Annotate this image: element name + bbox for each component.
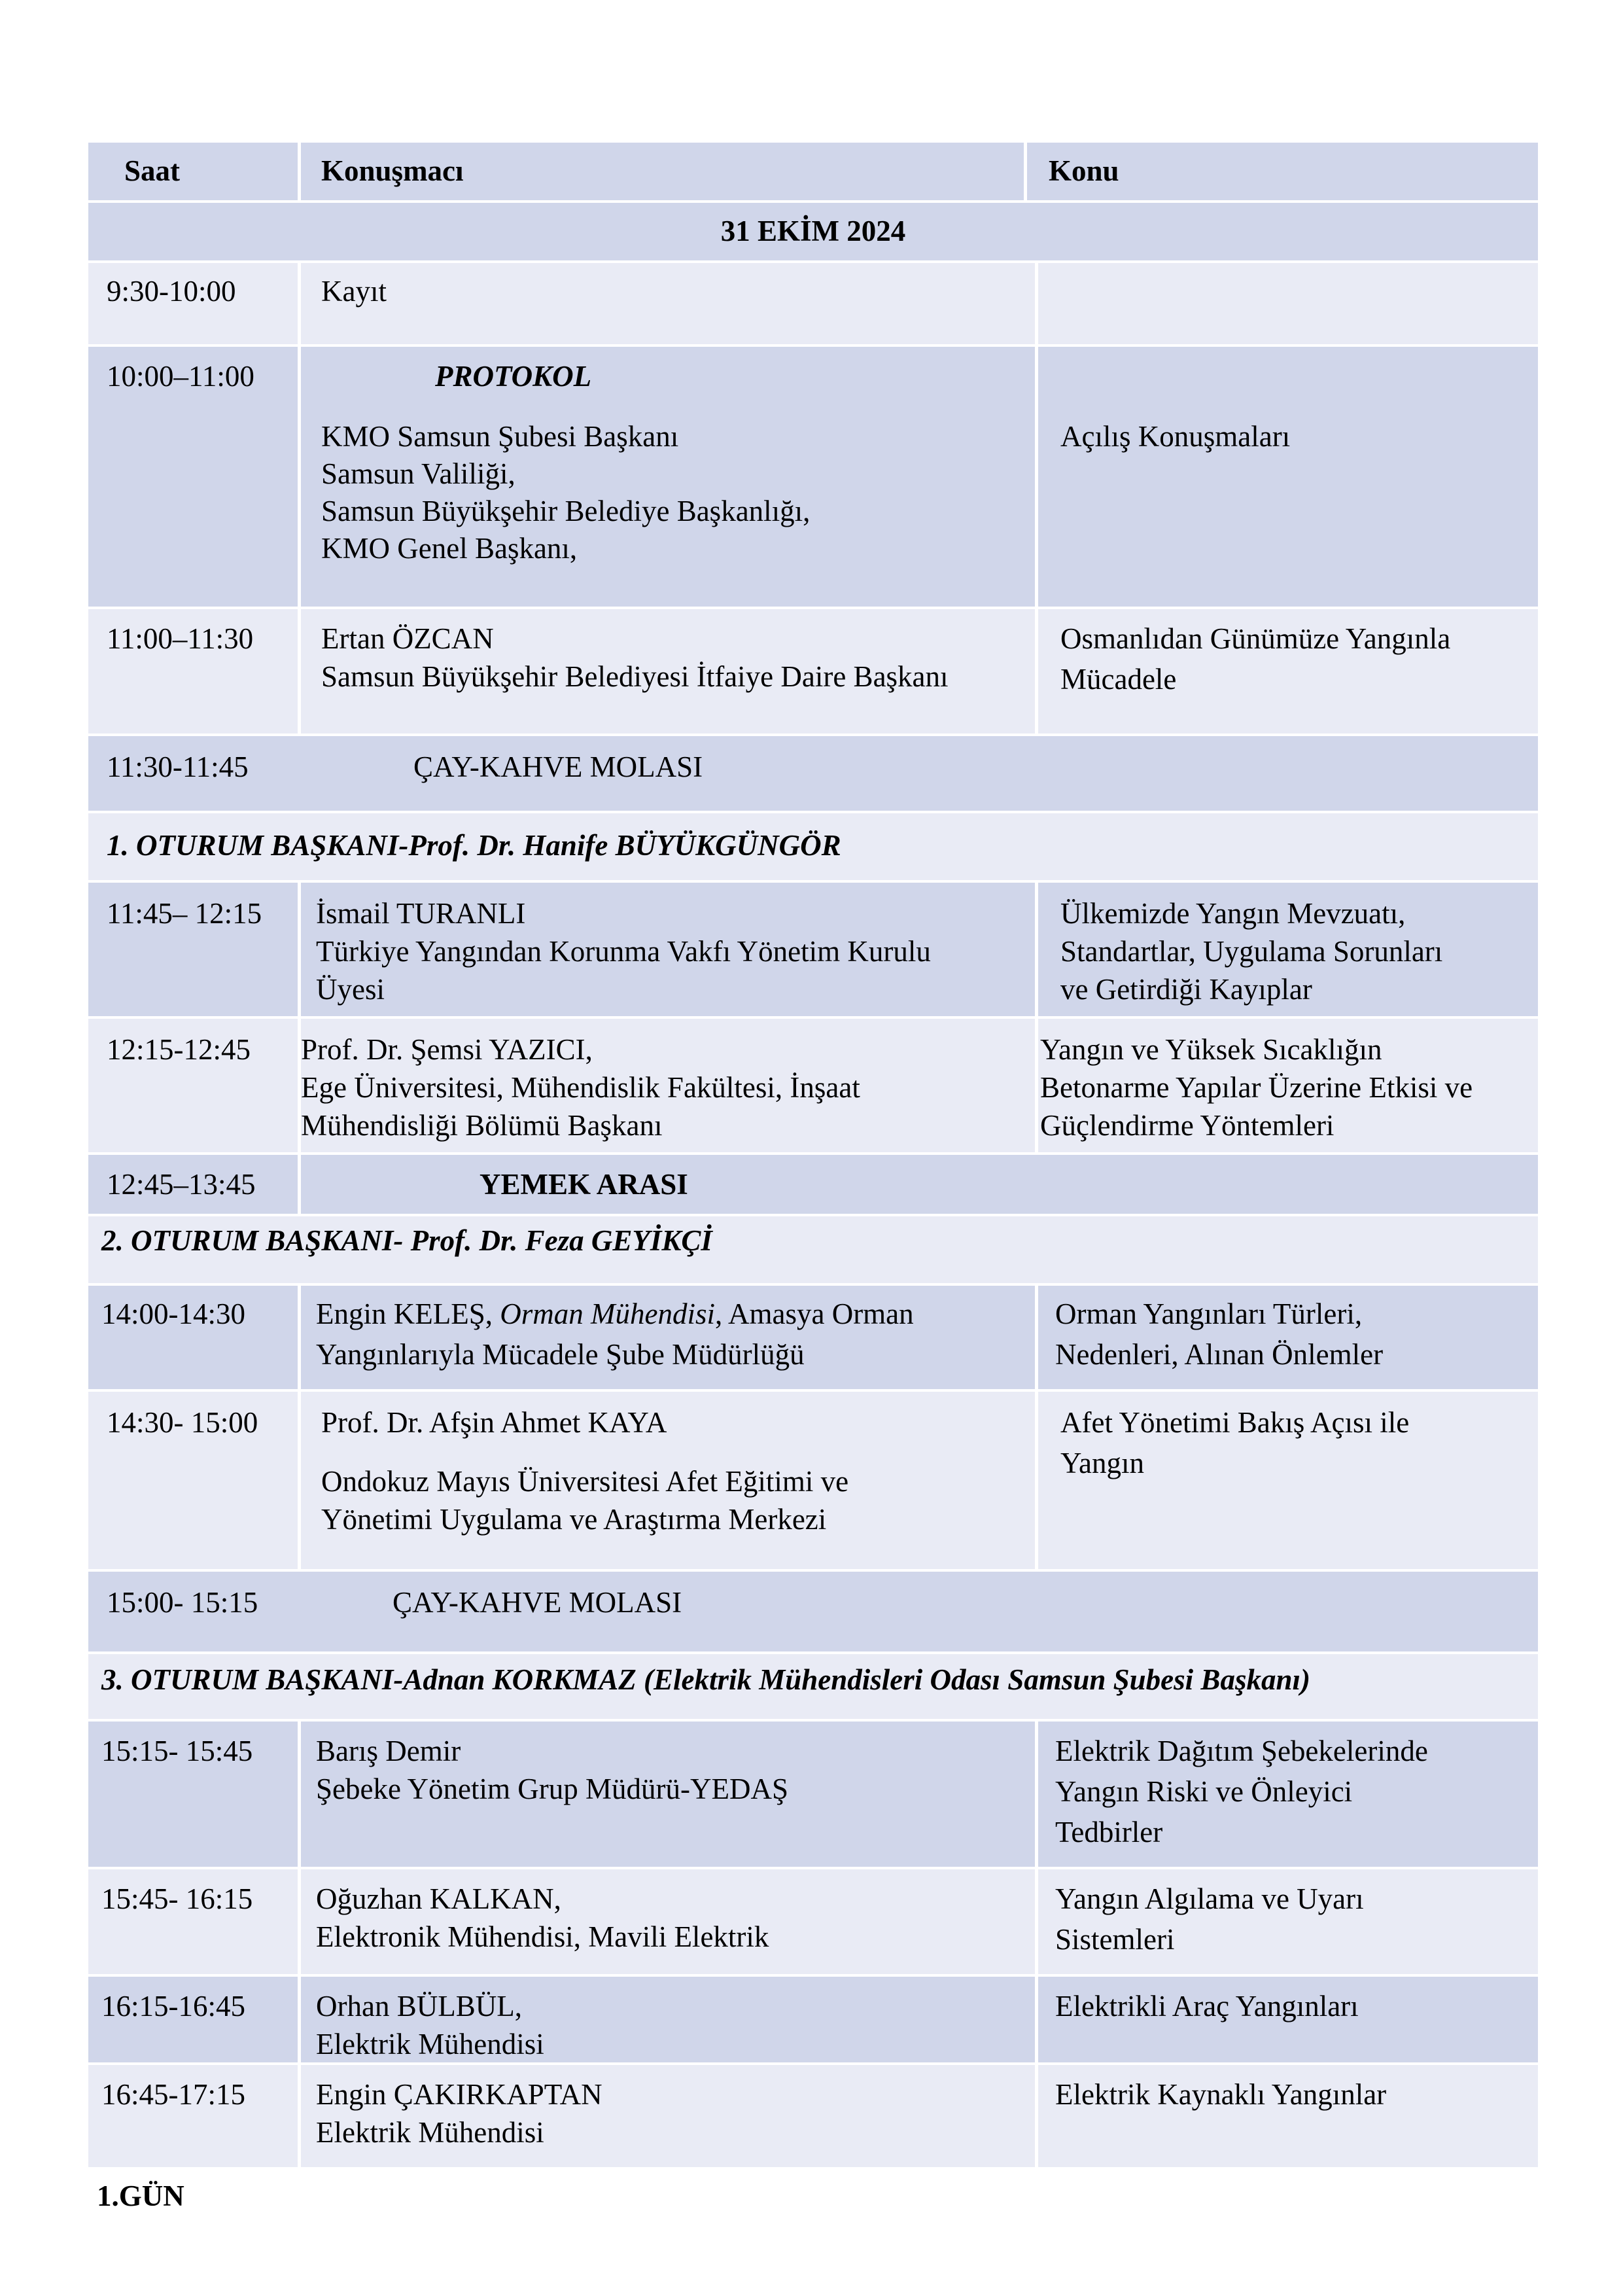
session-topic: Elektrikli Araç Yangınları: [1055, 1990, 1359, 2022]
speaker-line: Yönetimi Uygulama ve Araştırma Merkezi: [321, 1503, 827, 1536]
speaker-line: Elektrik Mühendisi: [316, 2028, 544, 2060]
speaker-line: KMO Genel Başkanı,: [321, 532, 578, 565]
speaker-line: [316, 1295, 914, 1333]
schedule-table: [88, 143, 1538, 2170]
speaker-line: Samsun Büyükşehir Belediyesi İtfaiye Daire Başkanı: [321, 660, 949, 693]
topic-line: Yangın ve Yüksek Sıcaklığın: [1040, 1033, 1382, 1066]
table-row: [88, 2065, 1538, 2170]
table-row: [88, 1019, 1538, 1155]
session-topic: Açılış Konuşmaları: [1060, 420, 1291, 453]
date-row: [88, 203, 1538, 263]
speaker-line: Samsun Valiliği,: [321, 457, 515, 490]
table-row: [88, 1722, 1538, 1869]
table-row: [88, 263, 1538, 347]
protocol-heading: PROTOKOL: [435, 360, 592, 393]
date-heading: 31 EKİM 2024: [720, 215, 906, 247]
speaker-line: Şebeke Yönetim Grup Müdürü-YEDAŞ: [316, 1773, 788, 1805]
session-time: 11:30-11:45: [107, 751, 249, 783]
speaker-line: KMO Samsun Şubesi Başkanı: [321, 420, 679, 453]
topic-line: Orman Yangınları Türleri,: [1055, 1298, 1363, 1330]
speaker-line: Türkiye Yangından Korunma Vakfı Yönetim Kurulu: [316, 935, 931, 968]
topic-line: Güçlendirme Yöntemleri: [1040, 1109, 1335, 1142]
session-speaker: Kayıt: [321, 275, 387, 308]
header-konusmaci: Konuşmacı: [321, 154, 464, 187]
topic-line: Afet Yönetimi Bakış Açısı ile: [1060, 1406, 1410, 1439]
speaker-line: Engin ÇAKIRKAPTAN: [316, 2078, 602, 2111]
speaker-line: Samsun Büyükşehir Belediye Başkanlığı,: [321, 495, 811, 527]
session-time: 11:45– 12:15: [107, 897, 262, 930]
session-chair: 1. OTURUM BAŞKANI-Prof. Dr. Hanife BÜYÜKGÜNGÖR: [107, 829, 841, 862]
session-time: 16:45-17:15: [101, 2078, 245, 2111]
break-label: ÇAY-KAHVE MOLASI: [393, 1586, 682, 1619]
session-time: 14:30- 15:00: [107, 1406, 258, 1439]
session-time: 11:00–11:30: [107, 622, 254, 655]
table-row: [88, 883, 1538, 1019]
break-row: [88, 1155, 1538, 1216]
break-row: [88, 736, 1538, 813]
topic-line: Betonarme Yapılar Üzerine Etkisi ve: [1040, 1071, 1473, 1104]
table-row: [88, 347, 1538, 609]
topic-line: Yangın: [1060, 1447, 1144, 1479]
break-row: [88, 1572, 1538, 1654]
speaker-line: Orhan BÜLBÜL,: [316, 1990, 522, 2022]
topic-line: ve Getirdiği Kayıplar: [1060, 973, 1312, 1006]
speaker-line: Elektrik Mühendisi: [316, 2116, 544, 2149]
session-time: 14:00-14:30: [101, 1298, 245, 1330]
speaker-line: Prof. Dr. Afşin Ahmet KAYA: [321, 1406, 667, 1439]
speaker-line: Ege Üniversitesi, Mühendislik Fakültesi, İnşaat: [301, 1071, 860, 1104]
day-label: 1.GÜN: [97, 2180, 184, 2212]
break-label: ÇAY-KAHVE MOLASI: [413, 751, 703, 783]
speaker-line: Ertan ÖZCAN: [321, 622, 494, 655]
speaker-line: Oğuzhan KALKAN,: [316, 1882, 561, 1915]
topic-line: Tedbirler: [1055, 1816, 1163, 1848]
topic-line: Standartlar, Uygulama Sorunları: [1060, 935, 1443, 968]
session-time: 16:15-16:45: [101, 1990, 245, 2022]
table-row: [88, 1286, 1538, 1392]
session-chair: 2. OTURUM BAŞKANI- Prof. Dr. Feza GEYİKÇİ: [101, 1224, 712, 1257]
speaker-line: Elektronik Mühendisi, Mavili Elektrik: [316, 1920, 769, 1953]
table-row: [88, 609, 1538, 736]
topic-line: Mücadele: [1060, 663, 1177, 696]
speaker-affiliation: , Amasya Orman: [714, 1298, 914, 1330]
speaker-line: Üyesi: [316, 973, 385, 1006]
header-konu: Konu: [1049, 154, 1119, 187]
speaker-line: Barış Demir: [316, 1735, 461, 1767]
session-time: 15:45- 16:15: [101, 1882, 253, 1915]
table-row: [88, 1977, 1538, 2065]
session-time: 9:30-10:00: [107, 275, 236, 308]
session-time: 15:15- 15:45: [101, 1735, 253, 1767]
topic-line: Nedenleri, Alınan Önlemler: [1055, 1338, 1384, 1371]
topic-line: Elektrik Dağıtım Şebekelerinde: [1055, 1735, 1428, 1767]
table-row: [88, 1392, 1538, 1572]
table-header: [88, 143, 1538, 203]
speaker-line: İsmail TURANLI: [316, 897, 526, 930]
session-time: 15:00- 15:15: [107, 1586, 258, 1619]
session-time: 12:15-12:45: [107, 1033, 251, 1066]
session-chair-row: [88, 1654, 1538, 1722]
header-saat: Saat: [124, 154, 181, 187]
topic-line: Ülkemizde Yangın Mevzuatı,: [1060, 897, 1406, 930]
table-row: [88, 1869, 1538, 1977]
speaker-line: Prof. Dr. Şemsi YAZICI,: [301, 1033, 593, 1066]
session-chair: 3. OTURUM BAŞKANI-Adnan KORKMAZ (Elektrik Mühendisleri Odası Samsun Şubesi Başkanı): [101, 1663, 1310, 1696]
break-label: YEMEK ARASI: [480, 1168, 688, 1201]
speaker-title: Orman Mühendisi: [500, 1298, 715, 1330]
session-time: 12:45–13:45: [107, 1168, 256, 1201]
speaker-line: Ondokuz Mayıs Üniversitesi Afet Eğitimi ve: [321, 1465, 849, 1498]
topic-line: Yangın Riski ve Önleyici: [1055, 1775, 1353, 1808]
session-chair-row: [88, 813, 1538, 883]
topic-line: Yangın Algılama ve Uyarı: [1055, 1882, 1364, 1915]
session-topic: Elektrik Kaynaklı Yangınlar: [1055, 2078, 1387, 2111]
session-time: 10:00–11:00: [107, 360, 254, 393]
session-chair-row: [88, 1216, 1538, 1286]
speaker-line: Mühendisliği Bölümü Başkanı: [301, 1109, 663, 1142]
speaker-line: Yangınlarıyla Mücadele Şube Müdürlüğü: [316, 1338, 805, 1371]
topic-line: Sistemleri: [1055, 1923, 1175, 1956]
topic-line: Osmanlıdan Günümüze Yangınla: [1060, 622, 1451, 655]
speaker-name: Engin KELEŞ,: [316, 1298, 493, 1330]
